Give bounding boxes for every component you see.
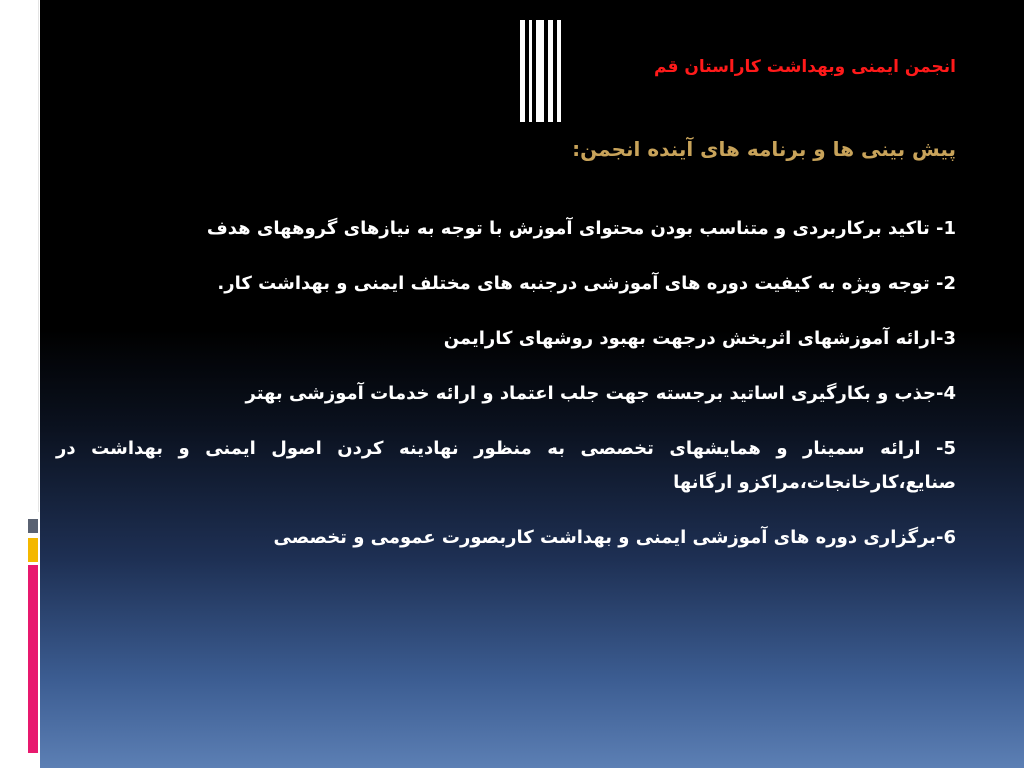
list-item: 4-جذب و بکارگیری اساتید برجسته جهت جلب اعتماد و ارائه خدمات آموزشی بهتر bbox=[245, 383, 956, 404]
accent-bar-white bbox=[28, 0, 39, 512]
accent-bar-yellow bbox=[28, 538, 38, 562]
left-margin-strip bbox=[0, 0, 40, 768]
accent-bar-gray bbox=[28, 519, 38, 533]
list-item: 3-ارائه آموزشهای اثربخش درجهت بهبود روشهای کارایمن bbox=[443, 328, 956, 349]
slide-subtitle: پیش بینی ها و برنامه های آینده انجمن: bbox=[572, 137, 956, 161]
list-item: 5- ارائه سمینار و همایشهای تخصصی به منظور نهادینه کردن اصول ایمنی و بهداشت در صنایع،کارخانجات،مراکزو ارگانها bbox=[56, 438, 956, 493]
slide-canvas bbox=[40, 0, 1024, 768]
organization-title: انجمن ایمنی وبهداشت کاراستان قم bbox=[653, 57, 956, 77]
decorative-stripes bbox=[520, 20, 562, 122]
list-item: 6-برگزاری دوره های آموزشی ایمنی و بهداشت کاربصورت عمومی و تخصصی bbox=[273, 527, 956, 548]
plans-list bbox=[56, 212, 956, 576]
accent-bar-pink bbox=[28, 565, 38, 753]
list-item: 2- توجه ویژه به کیفیت دوره های آموزشی درجنبه های مختلف ایمنی و بهداشت کار. bbox=[217, 273, 956, 294]
list-item: 1- تاکید برکاربردی و متناسب بودن محتوای آموزش با توجه به نیازهای گروههای هدف bbox=[206, 218, 956, 239]
